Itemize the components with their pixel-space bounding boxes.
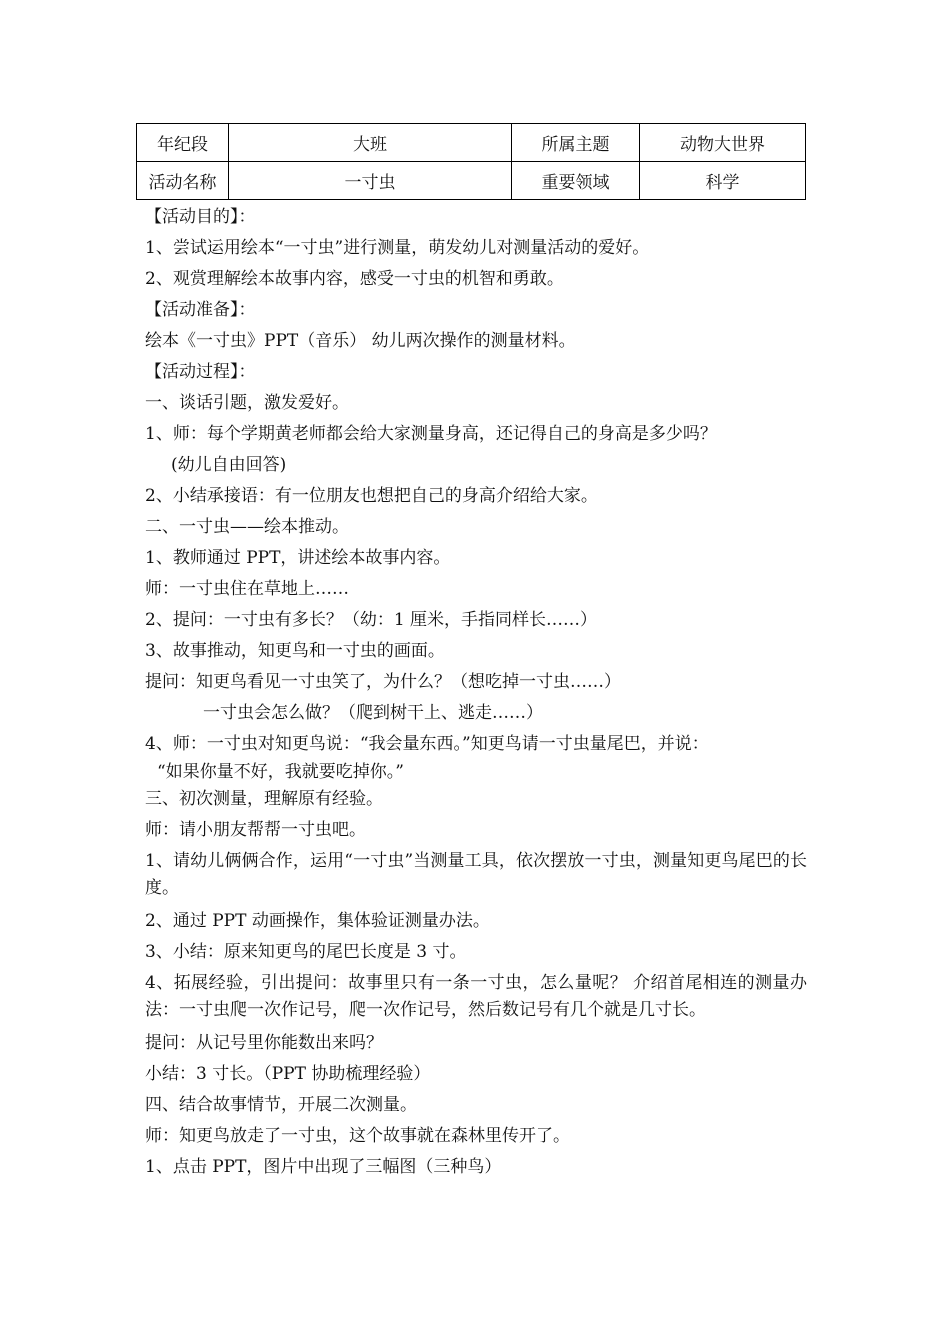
prep-heading: 【活动准备】： [145, 300, 256, 320]
step-item: 2、提问：一寸虫有多长？（幼：1 厘米，手指同样长……） [145, 610, 598, 630]
step-item: 1、点击 PPT，图片中出现了三幅图（三种鸟） [145, 1157, 502, 1177]
step-item: 师：一寸虫住在草地上…… [145, 579, 349, 599]
step-item: 1、教师通过 PPT，讲述绘本故事内容。 [145, 548, 451, 568]
prep-text: 绘本《一寸虫》PPT（音乐） 幼儿两次操作的测量材料。 [145, 331, 576, 351]
cell-domain-value: 科学 [640, 162, 806, 200]
section-title: 二、一寸虫——绘本推动。 [145, 517, 349, 537]
step-item: 4、拓展经验，引出提问：故事里只有一条一寸虫，怎么量呢？ 介绍首尾相连的测量办法：一寸虫爬一次作记号，爬一次作记号，然后数记号有几个就是几寸长。 [145, 973, 807, 1020]
step-question: 提问：知更鸟看见一寸虫笑了，为什么？（想吃掉一寸虫……） [145, 672, 621, 692]
step-item: 师：请小朋友帮帮一寸虫吧。 [145, 820, 366, 840]
process-heading: 【活动过程】： [145, 362, 256, 382]
cell-domain-label: 重要领域 [512, 162, 640, 200]
goal-item: 1、尝试运用绘本“一寸虫”进行测量，萌发幼儿对测量活动的爱好。 [145, 238, 650, 258]
step-item: 1、师：每个学期黄老师都会给大家测量身高，还记得自己的身高是多少吗？ [145, 424, 717, 444]
step-item: 1、请幼儿俩俩合作，运用“一寸虫”当测量工具，依次摆放一寸虫，测量知更鸟尾巴的长度。 [145, 851, 807, 898]
step-item: 3、故事推动，知更鸟和一寸虫的画面。 [145, 641, 445, 661]
step-item: “如果你量不好，我就要吃掉你。” [157, 762, 404, 782]
table-row [137, 124, 806, 162]
cell-theme-value: 动物大世界 [640, 124, 806, 162]
step-item: 师：知更鸟放走了一寸虫，这个故事就在森林里传开了。 [145, 1126, 570, 1146]
section-title: 一、谈话引题，激发爱好。 [145, 393, 349, 413]
step-question: 提问：从记号里你能数出来吗？ [145, 1033, 383, 1053]
lesson-content [145, 202, 807, 1183]
step-summary: 小结：3 寸长。（PPT 协助梳理经验） [145, 1064, 431, 1084]
section-title: 四、结合故事情节，开展二次测量。 [145, 1095, 417, 1115]
step-item: 2、通过 PPT 动画操作，集体验证测量办法。 [145, 911, 490, 931]
cell-activity-label: 活动名称 [137, 162, 229, 200]
cell-grade-label: 年纪段 [137, 124, 229, 162]
step-question: 一寸虫会怎么做？（爬到树干上、逃走……） [203, 703, 543, 723]
step-item: 4、师：一寸虫对知更鸟说：“我会量东西。”知更鸟请一寸虫量尾巴，并说： [145, 734, 709, 754]
step-note: (幼儿自由回答) [171, 455, 287, 475]
info-table [136, 123, 806, 200]
cell-activity-value: 一寸虫 [229, 162, 512, 200]
table-row [137, 162, 806, 200]
cell-grade-value: 大班 [229, 124, 512, 162]
section-title: 三、初次测量，理解原有经验。 [145, 789, 383, 809]
cell-theme-label: 所属主题 [512, 124, 640, 162]
goal-heading: 【活动目的】： [145, 207, 256, 227]
step-item: 2、小结承接语：有一位朋友也想把自己的身高介绍给大家。 [145, 486, 598, 506]
goal-item: 2、观赏理解绘本故事内容，感受一寸虫的机智和勇敢。 [145, 269, 564, 289]
step-item: 3、小结：原来知更鸟的尾巴长度是 3 寸。 [145, 942, 467, 962]
